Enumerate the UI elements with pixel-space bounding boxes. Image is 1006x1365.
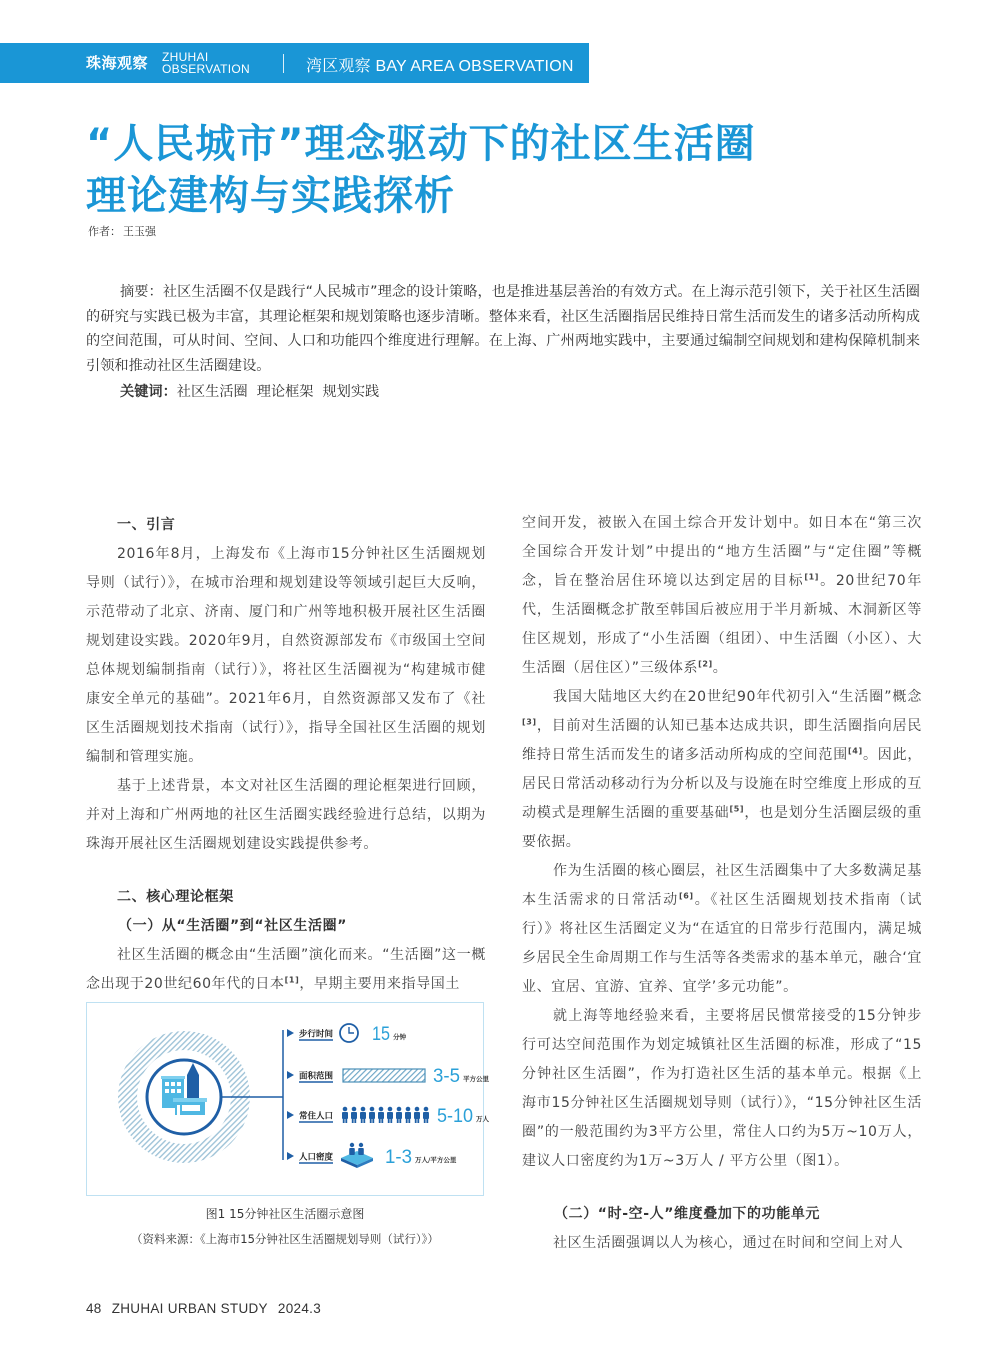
figure-row <box>287 1066 490 1087</box>
citation-ref[interactable]: [4] <box>848 746 863 756</box>
person-icon <box>396 1107 402 1123</box>
paragraph: 就上海等地经验来看，主要将居民惯常接受的15分钟步行可达空间范围作为划定城镇社区生活圈的标准，形成了“15分钟社区生活圈”，作为打造社区生活的基本单元。根据《上海市15分钟社区生活圈规划导则（试行）》，“15分钟社区生活圈”的一般范围约为3平方公里，常住人口约为5万~10万人，建议人口密度约为1万~3万人 / 平方公里（图1）。 <box>522 1008 922 1169</box>
left-column <box>86 511 486 999</box>
issue-number: 2024.3 <box>277 1301 322 1316</box>
page-footer <box>86 1301 327 1316</box>
keyword: 理论框架 <box>256 384 314 400</box>
arrow-icon <box>287 1152 294 1160</box>
person-icon <box>360 1107 366 1123</box>
paragraph: 我国大陆地区大约在20世纪90年代初引入“生活圈”概念[3]，目前对生活圈的认知已基本达成共识，即生活圈指向居民维持日常生活而发生的诸多活动所构成的空间范围[4]。因此，居民日常活动移动行为分析以及与设施在时空维度上形成的互动模式是理解生活圈的重要基础[5]，也是划分生活圈层级的重要依据。 <box>522 689 923 850</box>
column-name-en <box>162 51 250 75</box>
right-column <box>522 509 922 1258</box>
person-icon <box>423 1107 429 1123</box>
row-unit: 分钟 <box>393 1033 406 1041</box>
article-title-line2: 理论建构与实践探析 <box>86 173 455 219</box>
keywords <box>120 381 388 401</box>
person-icon <box>378 1107 384 1123</box>
keyword: 社区生活圈 <box>176 384 248 400</box>
section-heading-introduction: 一、引言 <box>117 517 176 533</box>
figure-row <box>287 1106 490 1127</box>
column-name-en-line2: OBSERVATION <box>162 62 250 76</box>
paragraph: 社区生活圈强调以人为核心，通过在时间和空间上对人 <box>553 1235 904 1251</box>
figure-source: （资料来源：《上海市15分钟社区生活圈规划导则（试行）》） <box>131 1232 439 1246</box>
arrow-icon <box>287 1111 294 1119</box>
row-label: 步行时间 <box>299 1029 334 1040</box>
citation-ref[interactable]: [6] <box>678 891 694 901</box>
figure-caption: 图1 15分钟社区生活圈示意图 <box>205 1207 365 1221</box>
subsection-heading: （一）从“生活圈”到“社区生活圈” <box>118 918 348 934</box>
citation-ref[interactable]: [1] <box>284 975 300 985</box>
row-label: 常住人口 <box>299 1111 334 1122</box>
row-value: 3-5 <box>433 1066 460 1087</box>
arrow-icon <box>287 1029 294 1037</box>
paragraph: 基于上述背景，本文对社区生活圈的理论框架进行回顾，并对上海和广州两地的社区生活圈实践经验进行总结，以期为珠海开展社区生活圈规划建设实践提供参考。 <box>86 778 486 852</box>
person-icon <box>351 1107 357 1123</box>
citation-ref[interactable]: [5] <box>729 804 745 814</box>
keyword: 规划实践 <box>322 384 380 400</box>
article-title-line1: “人民城市”理念驱动下的社区生活圈 <box>86 121 756 167</box>
paragraph: 2016年8月，上海发布《上海市15分钟社区生活圈规划导则（试行）》，在城市治理和规划建设等领域引起巨大反响，示范带动了北京、济南、厦门和广州等地积极开展社区生活圈规划建设实践。2020年9月，自然资源部发布《市级国土空间总体规划编制指南（试行）》，将社区生活圈视为“构建城市健康安全单元的基础”。2021年6月，自然资源部又发布了《社区生活圈规划技术指南（试行）》，指导全国社区生活圈的规划编制和管理实施。 <box>86 546 486 765</box>
density-icon <box>341 1143 373 1168</box>
person-icon <box>387 1107 393 1123</box>
arrow-icon <box>287 1071 294 1079</box>
page-number: 48 <box>86 1301 102 1316</box>
person-icon <box>369 1107 375 1123</box>
section-name: 湾区观察 BAY AREA OBSERVATION <box>306 58 574 75</box>
subsection-heading: （二）“时-空-人”维度叠加下的功能单元 <box>554 1206 821 1222</box>
paragraph: 空间开发，被嵌入在国土综合开发计划中。如日本在“第三次全国综合开发计划”中提出的“地方生活圈”与“定住圈”等概念，旨在整治居住环境以达到定居的目标[1]。20世纪70年代，生活圈概念扩散至韩国后被应用于半月新城、木洞新区等住区规划，形成了“小生活圈（组团）、中生活圈（小区）、大生活圈（居住区）”三级体系[2]。 <box>522 515 922 676</box>
figure-row <box>287 1024 407 1045</box>
author-name: 王玉强 <box>123 225 156 238</box>
area-bar-icon <box>343 1069 425 1082</box>
row-unit: 万人 <box>476 1115 489 1123</box>
keywords-label: 关键词： <box>120 384 177 400</box>
person-icon <box>414 1107 420 1123</box>
column-name-en-line1: ZHUHAI <box>162 50 209 64</box>
section-heading-framework: 二、核心理论框架 <box>117 889 234 905</box>
author-line <box>86 223 156 239</box>
row-unit: 万人/平方公里 <box>415 1156 457 1164</box>
paragraph: 社区生活圈的概念由“生活圈”演化而来。“生活圈”这一概念出现于20世纪60年代的日本[1]，早期主要用来指导国土 <box>86 947 486 992</box>
row-unit: 平方公里 <box>463 1075 489 1083</box>
row-value: 1-3 <box>385 1147 412 1168</box>
clock-icon <box>340 1024 358 1042</box>
citation-ref[interactable]: [1] <box>804 572 820 582</box>
author-label: 作者： <box>88 225 121 238</box>
person-icon <box>405 1107 411 1123</box>
row-value: 15 <box>372 1024 390 1045</box>
citation-ref[interactable]: [3] <box>522 717 537 727</box>
journal-name: ZHUHAI URBAN STUDY <box>111 1301 268 1316</box>
row-label: 人口密度 <box>299 1152 334 1163</box>
column-name-cn: 珠海观察 <box>86 54 149 72</box>
figure-diagram <box>87 1003 489 1197</box>
abstract: 摘要：社区生活圈不仅是践行“人民城市”理念的设计策略，也是推进基层善治的有效方式。在上海示范引领下，关于社区生活圈的研究与实践已极为丰富，其理论框架和规划策略也逐步清晰。整体来看，社区生活圈指居民维持日常生活而发生的诸多活动所构成的空间范围，可从时间、空间、人口和功能四个维度进行理解。在上海、广州两地实践中，主要通过编制空间规划和建构保障机制来引领和推动社区生活圈建设。 <box>86 284 920 374</box>
figure-row <box>287 1143 457 1168</box>
people-icon <box>342 1107 429 1123</box>
citation-ref[interactable]: [2] <box>698 659 713 669</box>
figure-1 <box>86 1002 489 1196</box>
article-title <box>86 118 806 222</box>
column-header-bar <box>0 43 589 83</box>
row-label: 面积范围 <box>299 1071 334 1082</box>
paragraph: 作为生活圈的核心圈层，社区生活圈集中了大多数满足基本生活需求的日常活动[6]。《社区生活圈规划技术指南（试行）》将社区生活圈定义为“在适宜的日常步行范围内，满足城乡居民全生命周期工作与生活等各类需求的基本单元，融合‘宜业、宜居、宜游、宜养、宜学’多元功能”。 <box>522 863 923 995</box>
header-divider <box>283 54 284 73</box>
row-value: 5-10 <box>437 1106 473 1127</box>
person-icon <box>342 1107 348 1123</box>
